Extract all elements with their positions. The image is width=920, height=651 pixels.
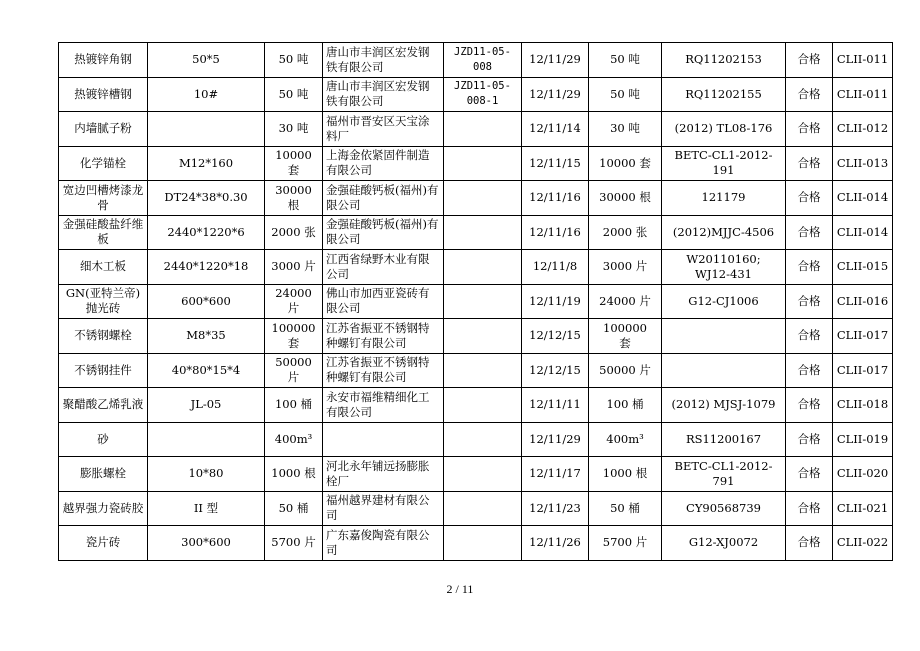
cell-manufacturer: 唐山市丰润区宏发钢铁有限公司 (323, 43, 444, 78)
cell-quantity: 50000 片 (265, 353, 323, 388)
cell-report-no (662, 353, 786, 388)
cell-material-name: 细木工板 (59, 250, 148, 285)
table-row (59, 353, 893, 388)
cell-result: 合格 (786, 319, 833, 354)
cell-manufacturer: 永安市福维精细化工有限公司 (323, 388, 444, 423)
cell-contract-no (444, 112, 522, 147)
cell-contract-no (444, 353, 522, 388)
cell-contract-no: JZD11-05-008-1 (444, 77, 522, 112)
cell-record-no: CLII-015 (833, 250, 893, 285)
cell-record-no: CLII-014 (833, 215, 893, 250)
cell-received-qty: 24000 片 (589, 284, 662, 319)
cell-quantity: 30 吨 (265, 112, 323, 147)
cell-quantity: 50 吨 (265, 43, 323, 78)
cell-quantity: 5700 片 (265, 526, 323, 561)
cell-quantity: 2000 张 (265, 215, 323, 250)
table-row (59, 526, 893, 561)
cell-date: 12/11/19 (522, 284, 589, 319)
cell-result: 合格 (786, 284, 833, 319)
cell-specification: 40*80*15*4 (148, 353, 265, 388)
cell-report-no: BETC-CL1-2012-791 (662, 457, 786, 492)
cell-report-no: RS11200167 (662, 422, 786, 457)
cell-result: 合格 (786, 215, 833, 250)
cell-record-no: CLII-017 (833, 353, 893, 388)
cell-date: 12/11/26 (522, 526, 589, 561)
table-row (59, 491, 893, 526)
cell-received-qty: 50 桶 (589, 491, 662, 526)
cell-manufacturer: 金强硅酸钙板(福州)有限公司 (323, 215, 444, 250)
cell-record-no: CLII-014 (833, 181, 893, 216)
table-row (59, 319, 893, 354)
cell-date: 12/11/14 (522, 112, 589, 147)
cell-result: 合格 (786, 77, 833, 112)
cell-material-name: 热镀锌槽钢 (59, 77, 148, 112)
cell-received-qty: 400m³ (589, 422, 662, 457)
cell-manufacturer: 上海金依紧固件制造有限公司 (323, 146, 444, 181)
cell-result: 合格 (786, 146, 833, 181)
cell-material-name: 瓷片砖 (59, 526, 148, 561)
cell-date: 12/11/15 (522, 146, 589, 181)
cell-result: 合格 (786, 353, 833, 388)
cell-received-qty: 50000 片 (589, 353, 662, 388)
cell-contract-no (444, 146, 522, 181)
cell-contract-no (444, 422, 522, 457)
table-row (59, 43, 893, 78)
cell-material-name: 金强硅酸盐纤维板 (59, 215, 148, 250)
cell-report-no (662, 319, 786, 354)
cell-received-qty: 50 吨 (589, 77, 662, 112)
table-row (59, 146, 893, 181)
cell-manufacturer: 河北永年铺远扬膨胀栓厂 (323, 457, 444, 492)
cell-quantity: 50 吨 (265, 77, 323, 112)
cell-result: 合格 (786, 112, 833, 147)
page-number: 2 / 11 (446, 582, 474, 596)
cell-contract-no (444, 319, 522, 354)
cell-result: 合格 (786, 526, 833, 561)
cell-quantity: 1000 根 (265, 457, 323, 492)
cell-quantity: 100 桶 (265, 388, 323, 423)
cell-record-no: CLII-020 (833, 457, 893, 492)
cell-contract-no (444, 388, 522, 423)
cell-quantity: 50 桶 (265, 491, 323, 526)
cell-record-no: CLII-019 (833, 422, 893, 457)
cell-manufacturer: 佛山市加西亚瓷砖有限公司 (323, 284, 444, 319)
cell-received-qty: 5700 片 (589, 526, 662, 561)
cell-specification: 300*600 (148, 526, 265, 561)
cell-date: 12/12/15 (522, 353, 589, 388)
cell-specification: 2440*1220*6 (148, 215, 265, 250)
cell-result: 合格 (786, 250, 833, 285)
cell-manufacturer: 金强硅酸钙板(福州)有限公司 (323, 181, 444, 216)
cell-report-no: (2012)MJJC-4506 (662, 215, 786, 250)
cell-material-name: 化学锚栓 (59, 146, 148, 181)
table-row (59, 388, 893, 423)
cell-received-qty: 30 吨 (589, 112, 662, 147)
cell-received-qty: 50 吨 (589, 43, 662, 78)
cell-date: 12/11/16 (522, 215, 589, 250)
cell-quantity: 400m³ (265, 422, 323, 457)
cell-report-no: 121179 (662, 181, 786, 216)
table-row (59, 457, 893, 492)
cell-record-no: CLII-016 (833, 284, 893, 319)
cell-contract-no (444, 284, 522, 319)
cell-record-no: CLII-017 (833, 319, 893, 354)
cell-quantity: 10000 套 (265, 146, 323, 181)
cell-contract-no (444, 250, 522, 285)
cell-specification: 10# (148, 77, 265, 112)
cell-material-name: 膨胀螺栓 (59, 457, 148, 492)
cell-specification: 2440*1220*18 (148, 250, 265, 285)
cell-contract-no (444, 215, 522, 250)
cell-material-name: 宽边凹槽烤漆龙骨 (59, 181, 148, 216)
cell-contract-no (444, 181, 522, 216)
cell-report-no: (2012) TL08-176 (662, 112, 786, 147)
cell-contract-no (444, 491, 522, 526)
cell-received-qty: 3000 片 (589, 250, 662, 285)
cell-material-name: 聚醋酸乙烯乳液 (59, 388, 148, 423)
cell-date: 12/11/29 (522, 43, 589, 78)
cell-specification: 50*5 (148, 43, 265, 78)
cell-quantity: 24000 片 (265, 284, 323, 319)
cell-manufacturer: 广东嘉俊陶瓷有限公司 (323, 526, 444, 561)
cell-report-no: RQ11202155 (662, 77, 786, 112)
cell-date: 12/11/29 (522, 77, 589, 112)
cell-manufacturer: 福州越界建材有限公司 (323, 491, 444, 526)
cell-specification (148, 112, 265, 147)
cell-report-no: CY90568739 (662, 491, 786, 526)
cell-manufacturer: 福州市晋安区天宝涂料厂 (323, 112, 444, 147)
cell-date: 12/11/8 (522, 250, 589, 285)
cell-material-name: 砂 (59, 422, 148, 457)
cell-result: 合格 (786, 491, 833, 526)
cell-material-name: 不锈钢螺栓 (59, 319, 148, 354)
cell-date: 12/11/11 (522, 388, 589, 423)
table-row (59, 112, 893, 147)
table-row (59, 215, 893, 250)
cell-material-name: 越界强力瓷砖胶 (59, 491, 148, 526)
cell-specification: JL-05 (148, 388, 265, 423)
cell-manufacturer: 江苏省振亚不锈钢特种螺钉有限公司 (323, 353, 444, 388)
cell-received-qty: 30000 根 (589, 181, 662, 216)
cell-manufacturer: 唐山市丰润区宏发钢铁有限公司 (323, 77, 444, 112)
cell-specification: 600*600 (148, 284, 265, 319)
cell-result: 合格 (786, 457, 833, 492)
cell-record-no: CLII-021 (833, 491, 893, 526)
cell-received-qty: 100000 套 (589, 319, 662, 354)
cell-report-no: G12-XJ0072 (662, 526, 786, 561)
cell-report-no: (2012) MJSJ-1079 (662, 388, 786, 423)
cell-quantity: 100000 套 (265, 319, 323, 354)
cell-record-no: CLII-012 (833, 112, 893, 147)
cell-received-qty: 10000 套 (589, 146, 662, 181)
cell-quantity: 3000 片 (265, 250, 323, 285)
cell-received-qty: 100 桶 (589, 388, 662, 423)
cell-manufacturer: 江苏省振亚不锈钢特种螺钉有限公司 (323, 319, 444, 354)
table-row (59, 250, 893, 285)
table-row (59, 181, 893, 216)
cell-date: 12/11/17 (522, 457, 589, 492)
cell-result: 合格 (786, 388, 833, 423)
cell-result: 合格 (786, 422, 833, 457)
cell-report-no: G12-CJ1006 (662, 284, 786, 319)
cell-date: 12/11/23 (522, 491, 589, 526)
cell-record-no: CLII-022 (833, 526, 893, 561)
cell-quantity: 30000 根 (265, 181, 323, 216)
cell-received-qty: 2000 张 (589, 215, 662, 250)
cell-report-no: RQ11202153 (662, 43, 786, 78)
cell-date: 12/11/29 (522, 422, 589, 457)
table-row (59, 284, 893, 319)
cell-date: 12/12/15 (522, 319, 589, 354)
cell-specification: M12*160 (148, 146, 265, 181)
cell-manufacturer (323, 422, 444, 457)
cell-specification: 10*80 (148, 457, 265, 492)
cell-result: 合格 (786, 43, 833, 78)
cell-date: 12/11/16 (522, 181, 589, 216)
cell-report-no: W20110160; WJ12-431 (662, 250, 786, 285)
materials-table (58, 42, 893, 561)
table-row (59, 422, 893, 457)
cell-manufacturer: 江西省绿野木业有限公司 (323, 250, 444, 285)
cell-received-qty: 1000 根 (589, 457, 662, 492)
cell-material-name: 热镀锌角钢 (59, 43, 148, 78)
cell-specification (148, 422, 265, 457)
cell-specification: M8*35 (148, 319, 265, 354)
cell-record-no: CLII-013 (833, 146, 893, 181)
cell-record-no: CLII-018 (833, 388, 893, 423)
cell-contract-no: JZD11-05-008 (444, 43, 522, 78)
cell-contract-no (444, 457, 522, 492)
cell-specification: II 型 (148, 491, 265, 526)
cell-specification: DT24*38*0.30 (148, 181, 265, 216)
cell-result: 合格 (786, 181, 833, 216)
cell-material-name: 内墙腻子粉 (59, 112, 148, 147)
cell-material-name: GN(亚特兰帝)抛光砖 (59, 284, 148, 319)
cell-material-name: 不锈钢挂件 (59, 353, 148, 388)
table-row (59, 77, 893, 112)
cell-contract-no (444, 526, 522, 561)
cell-record-no: CLII-011 (833, 43, 893, 78)
cell-record-no: CLII-011 (833, 77, 893, 112)
cell-report-no: BETC-CL1-2012-191 (662, 146, 786, 181)
